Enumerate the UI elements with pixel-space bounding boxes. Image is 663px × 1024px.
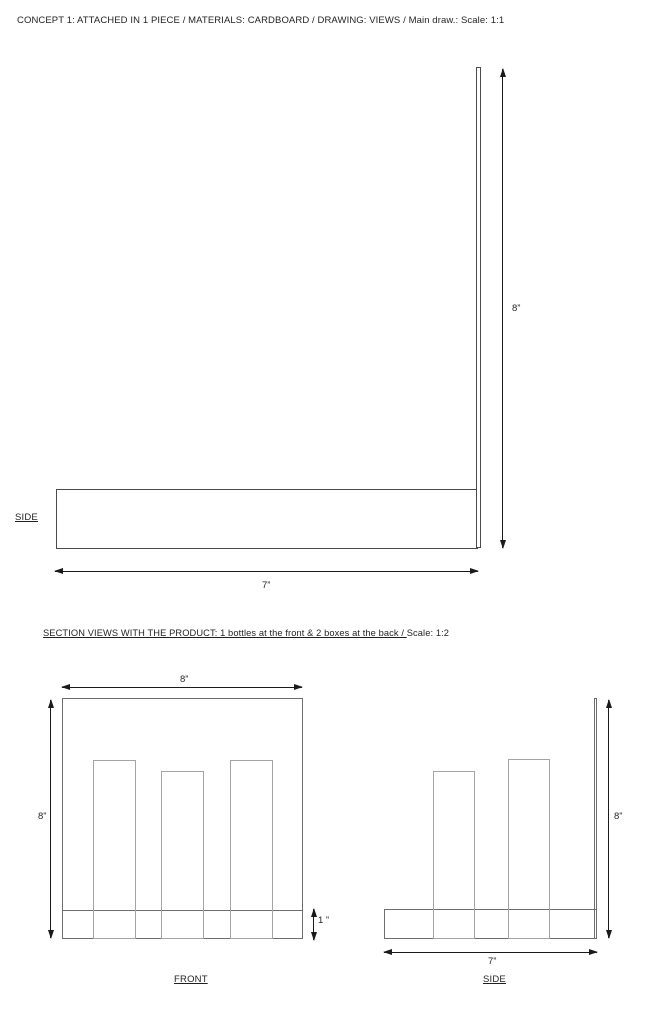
side-view-base-panel <box>56 489 478 549</box>
side-view-back-wall <box>476 67 481 548</box>
section-heading-scale: Scale: 1:2 <box>406 628 450 638</box>
side-section-height-dimension-label: 8” <box>614 811 623 822</box>
side-section-height-dimension-arrow <box>608 700 609 938</box>
section-heading-underlined: SECTION VIEWS WITH THE PRODUCT: 1 bottles at the front & 2 boxes at the back / <box>43 628 407 638</box>
front-width-dimension-label: 8” <box>180 674 189 685</box>
front-view-product-3 <box>230 760 273 939</box>
width-dimension-label: 7” <box>262 580 271 591</box>
height-dimension-arrow <box>502 69 503 548</box>
front-height-dimension-label: 8” <box>38 811 47 822</box>
side-section-view-label: SIDE <box>483 974 506 985</box>
height-dimension-label: 8” <box>512 303 521 314</box>
width-dimension-arrow <box>55 571 478 572</box>
side-section-width-dimension-label: 7” <box>488 956 497 967</box>
front-height-dimension-arrow <box>50 700 51 938</box>
front-base-dimension-arrow <box>313 909 314 940</box>
side-section-product-2 <box>508 759 550 939</box>
side-section-base-panel <box>384 909 597 939</box>
front-base-dimension-label: 1 ” <box>318 915 330 926</box>
section-heading <box>43 628 449 638</box>
side-section-product-1 <box>433 771 475 939</box>
front-width-dimension-arrow <box>62 687 302 688</box>
side-section-back-wall <box>594 698 597 939</box>
page-title: CONCEPT 1: ATTACHED IN 1 PIECE / MATERIALS: CARDBOARD / DRAWING: VIEWS / Main draw.: Scale: 1:1 <box>17 15 505 26</box>
front-view-label: FRONT <box>174 974 208 985</box>
front-view-product-1 <box>93 760 136 939</box>
front-view-product-2 <box>161 771 204 939</box>
side-view-label: SIDE <box>15 512 38 523</box>
side-section-width-dimension-arrow <box>384 952 597 953</box>
